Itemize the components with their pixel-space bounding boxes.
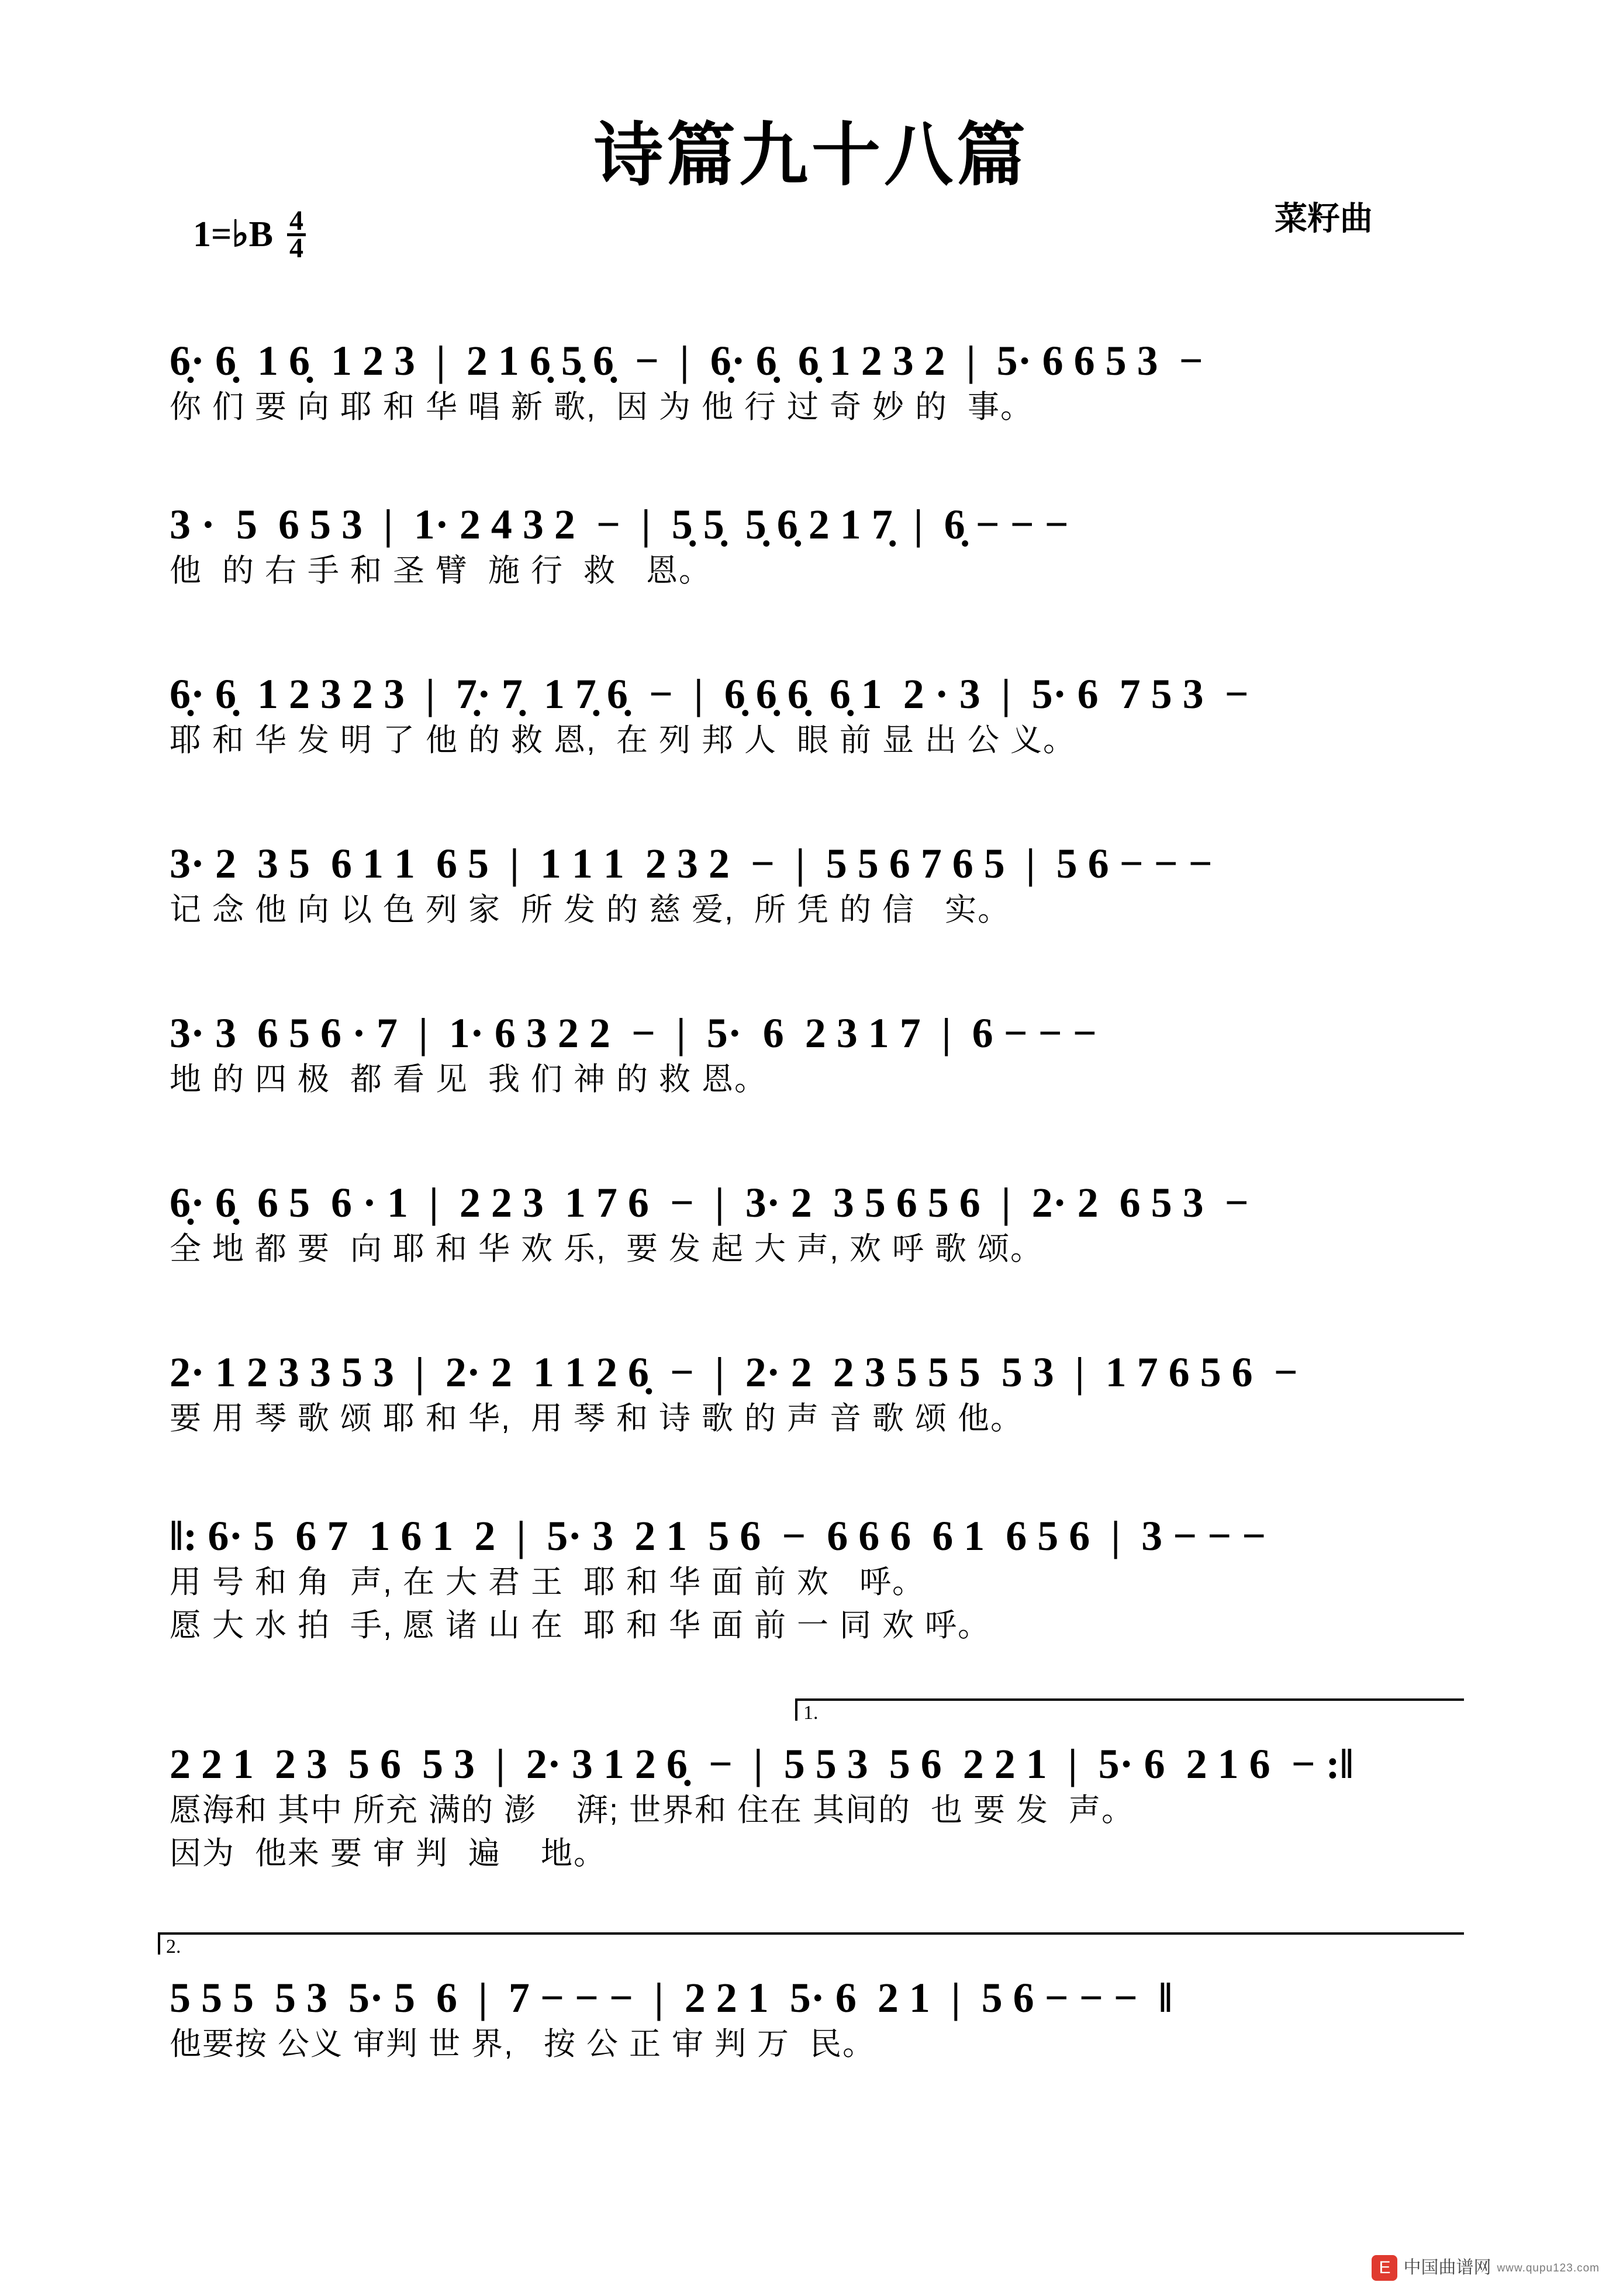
music-system-9 <box>170 1742 1462 1873</box>
time-signature-numerator: 4 <box>287 209 306 236</box>
site-url-text: www.qupu123.com <box>1497 2262 1600 2274</box>
lyrics-line: 记 念 他 向 以 色 列 家 所 发 的 慈 爱, 所 凭 的 信 实。 <box>170 892 1011 927</box>
key-signature-label: 1=♭B <box>193 214 273 254</box>
notation-line: 2· 1 2 3 3 5 3 | 2· 2 1 1 2 6̣ − | 2· 2 2 3 5 5 5 5 3 | 1 7 6 5 6 − <box>170 1349 1298 1396</box>
lyrics-line: 地 的 四 极 都 看 见 我 们 神 的 救 恩。 <box>170 1061 768 1097</box>
time-signature-denominator: 4 <box>289 233 303 264</box>
music-system-2 <box>170 503 1462 589</box>
music-system-5 <box>170 1011 1462 1098</box>
site-name: 中国曲谱网 <box>1403 2258 1491 2277</box>
notation-line: 6̣· 6̣ 6 5 6 · 1 | 2 2 3 1 7 6 − | 3· 2 3 5 6 5 6 | 2· 2 6 5 3 − <box>170 1179 1249 1226</box>
first-ending-label: 1. <box>803 1702 819 1724</box>
page-title: 诗篇九十八篇 <box>593 114 1029 195</box>
notation-line: 2 2 1 2 3 5 6 5 3 | 2· 3 1 2 6̣ − | 5 5 3 5 6 2 2 1 | 5· 6 2 1 6 − :‖ <box>170 1741 1353 1787</box>
lyrics-line: 要 用 琴 歌 颂 耶 和 华, 用 琴 和 诗 歌 的 声 音 歌 颂 他。 <box>170 1400 1024 1436</box>
notation-line: 6̣· 6̣ 1 2 3 2 3 | 7̣· 7̣ 1 7̣ 6̣ − | 6̣ 6̣ 6̣ 6̣ 1 2 · 3 | 5· 6 7 5 3 − <box>170 671 1249 717</box>
second-ending-bracket <box>158 1932 1464 1955</box>
music-system-3 <box>170 672 1462 759</box>
lyrics-line: 他要按 公义 审判 世 界, 按 公 正 审 判 万 民。 <box>170 2026 876 2062</box>
lyrics-line: 他 的 右 手 和 圣 臂 施 行 救 恩。 <box>170 553 712 588</box>
music-system-8 <box>170 1514 1462 1645</box>
composer-credit: 菜籽曲 <box>1275 201 1373 237</box>
music-system-4 <box>170 842 1462 928</box>
notation-line: 3 · 5 6 5 3 | 1· 2 4 3 2 − | 5̣ 5̣ 5̣ 6̣ 2 1 7̣ | 6̣ − − − <box>170 501 1069 548</box>
notation-line: ‖: 6· 5 6 7 1 6 1 2 | 5· 3 2 1 5 6 − 6 6 6 6 1 6 5 6 | 3 − − − <box>170 1513 1266 1559</box>
lyrics-line-verse-1: 愿海和 其中 所充 满的 澎 湃; 世界和 住在 其间的 也 要 发 声。 <box>170 1792 1135 1828</box>
key-signature <box>193 205 306 264</box>
lyrics-line: 耶 和 华 发 明 了 他 的 救 恩, 在 列 邦 人 眼 前 显 出 公 义。 <box>170 722 1076 758</box>
site-url <box>1497 2263 1600 2274</box>
lyrics-line-verse-2: 因为 他来 要 审 判 遍 地。 <box>170 1836 607 1872</box>
music-system-1 <box>170 339 1462 426</box>
lyrics-line: 你 们 要 向 耶 和 华 唱 新 歌, 因 为 他 行 过 奇 妙 的 事。 <box>170 389 1034 424</box>
music-system-6 <box>170 1181 1462 1268</box>
time-signature <box>287 205 306 264</box>
notation-line: 6̣· 6̣ 1 6̣ 1 2 3 | 2 1 6̣ 5̣ 6̣ − | 6̣· 6̣ 6̣ 1 2 3 2 | 5· 6 6 5 3 − <box>170 337 1203 384</box>
logo-icon: E <box>1372 2255 1397 2281</box>
lyrics-line: 全 地 都 要 向 耶 和 华 欢 乐, 要 发 起 大 声, 欢 呼 歌 颂。 <box>170 1231 1044 1266</box>
music-system-10 <box>170 1976 1462 2063</box>
notation-line: 3· 3 6 5 6 · 7 | 1· 6 3 2 2 − | 5· 6 2 3 1 7 | 6 − − − <box>170 1010 1097 1056</box>
notation-line: 3· 2 3 5 6 1 1 6 5 | 1 1 1 2 3 2 − | 5 5 6 7 6 5 | 5 6 − − − <box>170 840 1213 887</box>
site-watermark <box>1372 2255 1600 2281</box>
second-ending-label: 2. <box>166 1936 181 1957</box>
first-ending-bracket <box>795 1698 1464 1724</box>
lyrics-line-verse-2: 愿 大 水 拍 手, 愿 诸 山 在 耶 和 华 面 前 一 同 欢 呼。 <box>170 1608 991 1644</box>
notation-line: 5 5 5 5 3 5· 5 6 | 7 − − − | 2 2 1 5· 6 2 1 | 5 6 − − − ‖ <box>170 1974 1173 2021</box>
music-system-7 <box>170 1351 1462 1437</box>
lyrics-line-verse-1: 用 号 和 角 声, 在 大 君 王 耶 和 华 面 前 欢 呼。 <box>170 1564 926 1600</box>
